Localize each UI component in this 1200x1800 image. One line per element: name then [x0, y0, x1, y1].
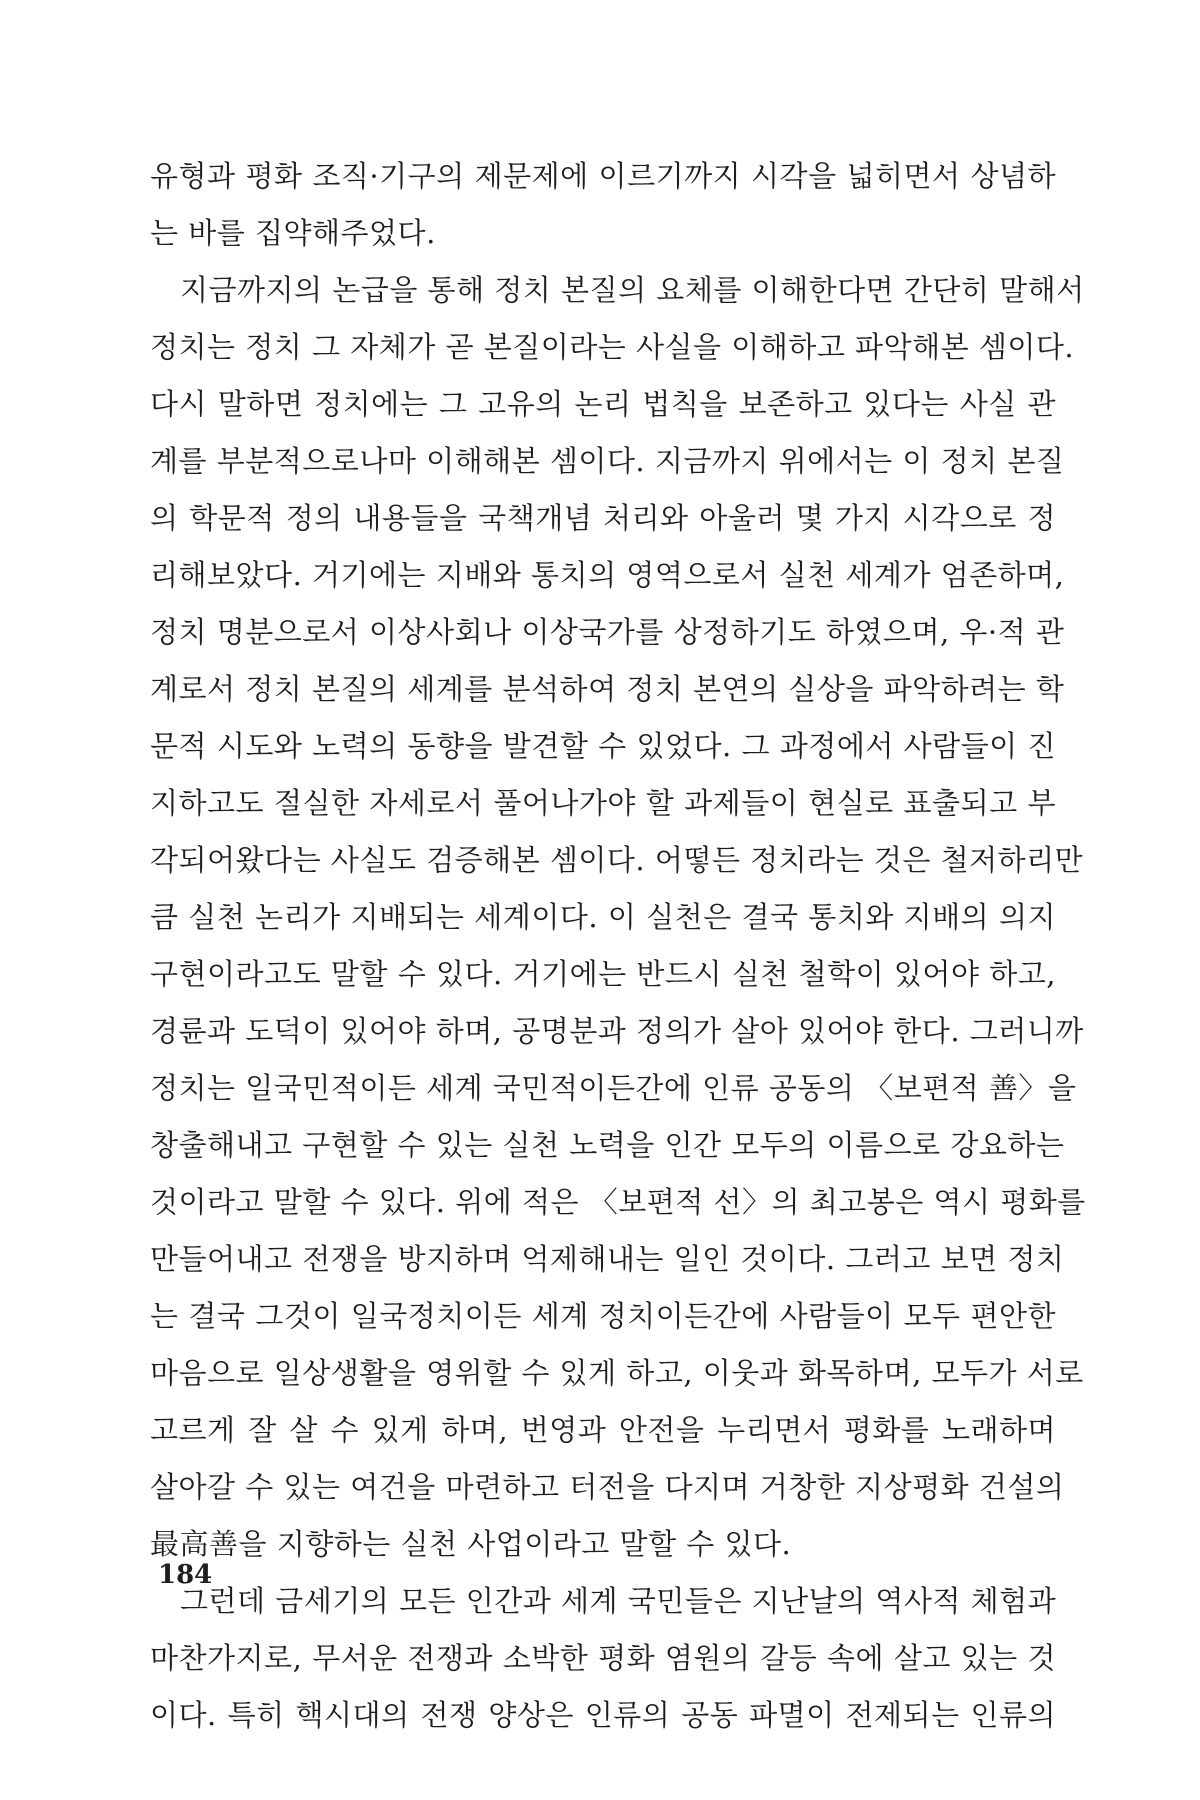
text-line: 계를 부분적으로나마 이해해본 셈이다. 지금까지 위에서는 이 정치 본질 — [150, 444, 1065, 478]
text-line: 살아갈 수 있는 여건을 마련하고 터전을 다지며 거창한 지상평화 건설의 — [150, 1470, 1065, 1504]
text-line: 각되어왔다는 사실도 검증해본 셈이다. 어떻든 정치라는 것은 철저하리만 — [150, 843, 1084, 877]
text-line: 는 결국 그것이 일국정치이든 세계 정치이든간에 사람들이 모두 편안한 — [150, 1299, 1056, 1333]
page-number: 184 — [158, 1560, 213, 1590]
text-line: 마찬가지로, 무서운 전쟁과 소박한 평화 염원의 갈등 속에 살고 있는 것 — [150, 1641, 1056, 1675]
text-line: 고르게 잘 살 수 있게 하며, 번영과 안전을 누리면서 평화를 노래하며 — [150, 1413, 1056, 1447]
text-line: 경륜과 도덕이 있어야 하며, 공명분과 정의가 살아 있어야 한다. 그러니까 — [150, 1014, 1084, 1048]
text-line: 구현이라고도 말할 수 있다. 거기에는 반드시 실천 철학이 있어야 하고, — [150, 957, 1056, 991]
text-line: 리해보았다. 거기에는 지배와 통치의 영역으로서 실천 세계가 엄존하며, — [150, 558, 1065, 592]
text-line: 정치는 일국민적이든 세계 국민적이든간에 인류 공동의 〈보편적 善〉을 — [150, 1071, 1077, 1105]
text-line: 큼 실천 논리가 지배되는 세계이다. 이 실천은 결국 통치와 지배의 의지 — [150, 900, 1056, 934]
text-line: 유형과 평화 조직·기구의 제문제에 이르기까지 시각을 넓히면서 상념하 — [150, 159, 1056, 193]
text-line: 정치는 정치 그 자체가 곧 본질이라는 사실을 이해하고 파악해본 셈이다. — [150, 330, 1075, 364]
text-line: 지금까지의 논급을 통해 정치 본질의 요체를 이해한다면 간단히 말해서 — [180, 273, 1085, 307]
body-text — [150, 148, 1086, 1744]
text-line: 最高善을 지향하는 실천 사업이라고 말할 수 있다. — [150, 1527, 792, 1561]
text-line: 이다. 특히 핵시대의 전쟁 양상은 인류의 공동 파멸이 전제되는 인류의 — [150, 1698, 1056, 1732]
text-line: 창출해내고 구현할 수 있는 실천 노력을 인간 모두의 이름으로 강요하는 — [150, 1128, 1065, 1162]
text-line: 그런데 금세기의 모든 인간과 세계 국민들은 지난날의 역사적 체험과 — [180, 1584, 1057, 1618]
text-line: 지하고도 절실한 자세로서 풀어나가야 할 과제들이 현실로 표출되고 부 — [150, 786, 1056, 820]
text-line: 는 바를 집약해주었다. — [150, 216, 436, 250]
text-line: 문적 시도와 노력의 동향을 발견할 수 있었다. 그 과정에서 사람들이 진 — [150, 729, 1056, 763]
text-line: 만들어내고 전쟁을 방지하며 억제해내는 일인 것이다. 그러고 보면 정치 — [150, 1242, 1065, 1276]
text-line: 정치 명분으로서 이상사회나 이상국가를 상정하기도 하였으며, 우·적 관 — [150, 615, 1065, 649]
text-line: 다시 말하면 정치에는 그 고유의 논리 법칙을 보존하고 있다는 사실 관 — [150, 387, 1056, 421]
text-line: 의 학문적 정의 내용들을 국책개념 처리와 아울러 몇 가지 시각으로 정 — [150, 501, 1056, 535]
text-line: 계로서 정치 본질의 세계를 분석하여 정치 본연의 실상을 파악하려는 학 — [150, 672, 1065, 706]
text-line: 것이라고 말할 수 있다. 위에 적은 〈보편적 선〉의 최고봉은 역시 평화를 — [150, 1185, 1086, 1219]
text-line: 마음으로 일상생활을 영위할 수 있게 하고, 이웃과 화목하며, 모두가 서로 — [150, 1356, 1084, 1390]
